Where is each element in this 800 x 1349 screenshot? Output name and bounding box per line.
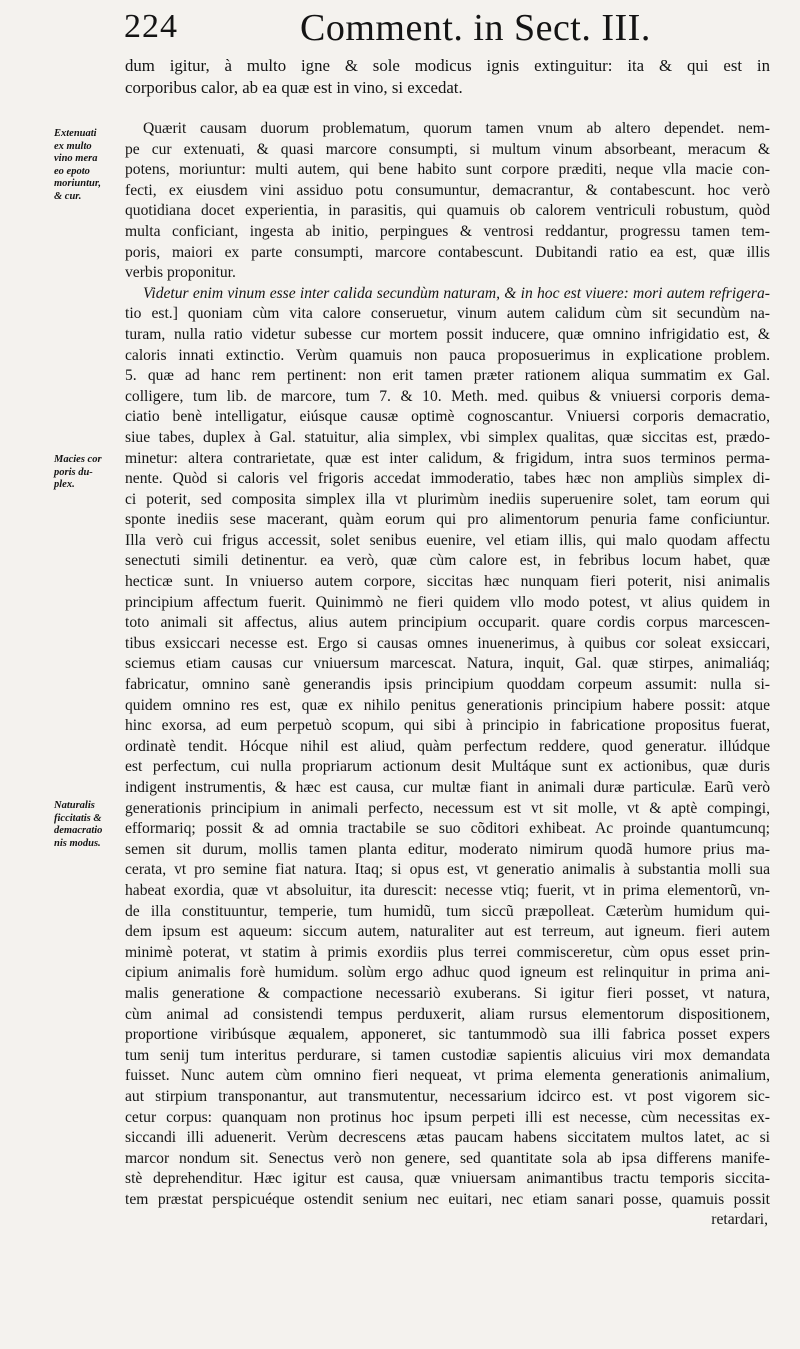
marginal-note-2 — [54, 454, 124, 492]
text-line: toto animali sit affectus, alius autem principium occuparit. quare cordis corpus marcescen- — [125, 614, 770, 632]
text-line: aut stirpium transponantur, aut transmutentur, necessarium idcirco est. vt post vigorem sic- — [125, 1087, 770, 1105]
text-line: siccandi illi aduenerit. Verùm decrescens ætas paucam habens siccitatem multos latet, ac si — [125, 1129, 770, 1147]
text-line: indigent instrumentis, & hæc est causa, cur multæ fiant in animali duræ particulæ. Earũ verò — [125, 779, 770, 796]
text-line: fecti, ex eiusdem vini assiduo potu consumuntur, demacrantur, & contabescunt. hoc verò — [125, 181, 770, 199]
paragraph-2 — [125, 284, 770, 1231]
paragraph-1 — [125, 119, 770, 284]
text-line: cipium animalis forè humidum. solùm ergo adhuc quod igneum est relinquitur in prima ani- — [125, 964, 770, 982]
marginal-line: Naturalis — [54, 800, 95, 811]
text-line: turam, nulla ratio videtur subesse cur mortem possit inducere, quæ omnino infrigidatio est, & — [125, 325, 770, 343]
text-line: de illa constituuntur, temperie, tum humidũ, tum siccũ præpolleat. Cæterùm humidum qui- — [125, 902, 770, 920]
page-header — [118, 6, 651, 52]
marginal-line: demacratio — [54, 825, 103, 836]
running-title: Comment. in Sect. III. — [300, 7, 651, 49]
text-line: stè deprehenditur. Hæc igitur est causa, quæ vniuersam animantibus tractu temporis siccita- — [125, 1170, 770, 1188]
text-line: hinc exorsa, ad eum perpetuò scopum, qui sibi à principio in fabricatione propositus fuerat, — [125, 717, 770, 735]
text-line: colligere, tum lib. de marcore, tum 7. & 10. Meth. med. quibus & vniuersi corporis dema- — [125, 387, 770, 405]
opening-lines — [125, 55, 770, 99]
text-line: nente. Quòd si caloris vel frigoris accedat immoderatio, tabes hæc non ampliùs simplex di- — [125, 470, 770, 488]
text-line: verbis proponitur. — [125, 264, 236, 282]
text-line: multa conficiant, ingesta ab initio, perpingues & ventrosi reddantur, progressu tamen tem- — [125, 222, 770, 240]
text-line: quidem omnino res est, quæ ex nihilo penitus generationis principium habere possit: atque — [125, 696, 770, 714]
text-line: hecticæ sunt. In vniuerso autem corpore, siccitas hæc nunquam fieri poterit, nisi animalis — [125, 573, 770, 591]
marginal-line: moriuntur, — [54, 178, 101, 189]
marginal-line: & cur. — [54, 190, 82, 202]
text-line: ci poterit, sed composita simplex illa vt plurimùm inediis superuenire solet, tam eorum qui — [125, 490, 770, 508]
text-line: fuisset. Nunc autem cùm omnino fieri nequeat, vt prima elementa generationis animalium, — [125, 1067, 770, 1085]
text-line: Quærit causam duorum problematum, quorum tamen vnum ab altero dependet. nem- — [143, 120, 770, 137]
text-line: quotidiana docet experientia, in parasitis, qui quamuis ob calorem ventriculi robustum, quòd — [125, 202, 770, 220]
marginal-line: ficcitatis & — [54, 812, 102, 824]
text-line: siue tabes, duplex à Gal. statuitur, alia simplex, vbi simplex qualitas, quæ siccitas est, prædo- — [125, 428, 770, 446]
marginal-note-3 — [54, 800, 124, 850]
marginal-line: eo epoto — [54, 165, 90, 177]
marginal-line: ex multo — [54, 140, 92, 152]
text-line: malis generatione & compactione necessariò exuberans. Si igitur fieri posset, vt natura, — [125, 984, 770, 1002]
marginal-line: poris du- — [54, 466, 93, 478]
main-text — [125, 55, 770, 1231]
text-line: cetur corpus: quanquam non protinus hoc ipsum perpeti illi est necesse, cùm necessitas ex- — [125, 1108, 770, 1126]
text-line: marcor nondum sit. Senectus verò non genere, sed quantitate sola ab ipsa differens manife- — [125, 1149, 770, 1167]
text-line: minetur: altera contrarietate, quæ est inter calidum, & frigidum, intra suos terminos perma- — [125, 449, 770, 467]
text-line: tum senij tum interitus perdurare, si tamen custodiæ sapientis alicuius viri mox demandata — [125, 1046, 770, 1064]
text-line: efformariq; possit & ad omnia tractabile se suo cõditori exhibeat. Ac proinde quantumcunq; — [125, 820, 770, 838]
marginal-line: nis modus. — [54, 837, 101, 849]
text-line: tem præstat perspicuéque ostendit senium nec euitari, nec etiam sanari posse, quamuis possit — [125, 1190, 770, 1208]
text-line: habeat exordia, quæ vt absoluitur, ita durescit: necesse vtiq; fuerit, vt in prima elementorũ, vn- — [125, 881, 770, 899]
marginal-line: plex. — [54, 479, 75, 490]
text-line: 5. quæ ad hanc rem pertinent: non erit tamen præter rationem aliqua summatim ex Gal. — [125, 367, 770, 385]
text-line: corporibus calor, ab ea quæ est in vino, si excedat. — [125, 78, 463, 97]
text-line: sponte inediis sese macerant, quàm eorum qui pro alimentorum penuria fame conficiuntur. — [125, 511, 770, 529]
marginal-line: Macies cor — [54, 454, 102, 465]
text-line: semen sit durum, mollis tamen planta editur, moderato nimirum quodã humore prius ma- — [125, 840, 770, 858]
text-line: dem ipsum est aqueum: siccum autem, naturaliter aut est terreum, aut igneum. fieri autem — [125, 923, 770, 941]
text-line: Illa verò cui frigus accessit, solet senibus euenire, vel etiam illis, qui malo quodam affectu — [125, 531, 770, 549]
text-line: poris, maiori ex parte consumpti, marcore contabescunt. Dubitandi ratio ea est, quæ illis — [125, 243, 770, 261]
text-line: senectuti simili detinentur. ea verò, quæ cùm calore est, in febribus locum habet, quæ — [125, 552, 770, 570]
text-line: ordinatè tendit. Hócque nihil est aliud, quàm perfectum reddere, quod generatur. illúdque — [125, 737, 770, 755]
text-line: cùm animal ad consistendi tempus perduxerit, aliam rursus elementorum dispositionem, — [125, 1005, 770, 1023]
marginal-note-1 — [54, 128, 124, 203]
marginal-line: Extenuati — [54, 128, 97, 139]
text-line: tio est.] quoniam cùm vita calore conseruetur, vinum autem calidum cùm sit secundùm na- — [125, 305, 770, 323]
text-line: fabricatur, omnino sanè generandis ipsis principium quoddam corpeum assumit: nulla si- — [125, 676, 770, 694]
text-line: tibus exsiccari necesse est. Ergo si causas omnes inuenerimus, à quibus cor soleat exsiccari, — [125, 634, 770, 652]
page-number: 224 — [124, 8, 178, 45]
text-line: est perfectum, cui nulla propriarum actionum desit Multáque sunt ex actionibus, quæ duris — [125, 758, 770, 776]
marginal-line: vino mera — [54, 153, 98, 164]
text-line: cerata, vt pro semine fiat natura. Itaq; si opus est, vt generatio animalis à substantia molli sua — [125, 861, 770, 879]
text-line: sciemus etiam causas cur vniuersum marcescat. Natura, inquit, Gal. quæ stirpes, animaliáq; — [125, 655, 770, 673]
text-line: generationis principium in animali perfecto, necessum est vt sit molle, vt & aptè compingi, — [125, 799, 770, 817]
lemma-line: Videtur enim vinum esse inter calida secundùm naturam, & in hoc est viuere: mori autem refrigera- — [143, 284, 770, 302]
text-line: pe cur extenuati, & quasi marcore consumpti, si multum vinum absorbeant, meracum & — [125, 140, 770, 158]
text-line: proportione viribúsque æqualem, apponeret, sic tantummodò sua illi fabrica posset expers — [125, 1026, 770, 1044]
text-line: potens, moriuntur: multi autem, qui bene habito sunt corpore præditi, neque vlla macie con- — [125, 161, 770, 179]
text-line: dum igitur, à multo igne & sole modicus ignis extinguitur: ita & qui est in — [125, 56, 770, 75]
text-line: principium affectum fuerit. Quinimmò ne fieri quidem vllo modo potest, vt alius quidem in — [125, 593, 770, 611]
text-line: ciatio benè intelligatur, eiúsque causæ optimè cognoscantur. Vniuersi corporis demacratio, — [125, 408, 770, 426]
text-line: minimè poterat, vt statim à primis exordiis plus terrei commisceretur, cùm opus esset prin- — [125, 943, 770, 961]
text-line: caloris innati extinctio. Verùm quamuis non pauca proposuerimus in explicatione problem. — [125, 346, 770, 364]
catchword: retardari, — [711, 1211, 768, 1229]
